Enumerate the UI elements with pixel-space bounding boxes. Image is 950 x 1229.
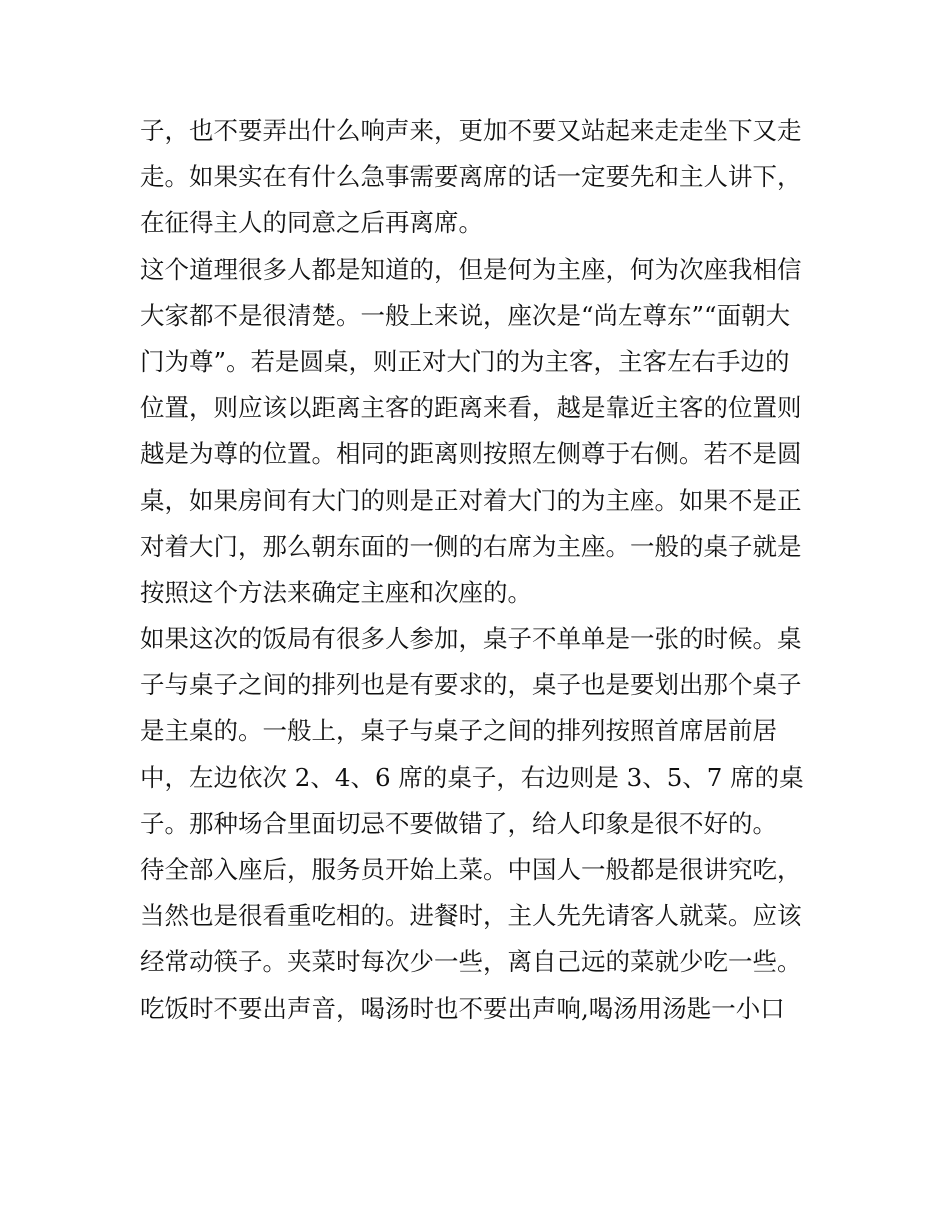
- text-line: 子，也不要弄出什么响声来，更加不要又站起来走走坐下又走: [140, 116, 802, 145]
- text-line: 门为尊”。若是圆桌，则正对大门的为主客，主客左右手边的: [140, 346, 790, 376]
- text-line: 这个道理很多人都是知道的，但是何为主座，何为次座我相信: [140, 254, 802, 284]
- text-line: 中，左边依次 2、4、6 席的桌子，右边则是 3、5、7 席的桌: [140, 762, 804, 792]
- text-line: 子。那种场合里面切忌不要做错了，给人印象是很不好的。: [140, 808, 777, 838]
- text-line: 是主桌的。一般上，桌子与桌子之间的排列按照首席居前居: [140, 716, 777, 746]
- text-line: 桌，如果房间有大门的则是正对着大门的为主座。如果不是正: [140, 485, 802, 515]
- text-line: 待全部入座后，服务员开始上菜。中国人一般都是很讲究吃，: [140, 855, 802, 884]
- text-line: 大家都不是很清楚。一般上来说，座次是“尚左尊东”“面朝大: [140, 300, 791, 330]
- text-line: 按照这个方法来确定主座和次座的。: [140, 577, 532, 607]
- text-line: 子与桌子之间的排列也是有要求的，桌子也是要划出那个桌子: [140, 670, 802, 700]
- body-text: [140, 108, 820, 1032]
- text-line: 对着大门，那么朝东面的一侧的右席为主座。一般的桌子就是: [140, 531, 802, 561]
- text-line: 吃饭时不要出声音，喝汤时也不要出声响,喝汤用汤匙一小口: [140, 993, 785, 1023]
- text-line: 经常动筷子。夹菜时每次少一些，离自己远的菜就少吃一些。: [140, 947, 802, 977]
- text-line: 当然也是很看重吃相的。进餐时，主人先先请客人就菜。应该: [140, 901, 802, 931]
- text-line: 在征得主人的同意之后再离席。: [140, 208, 483, 238]
- text-line: 走。如果实在有什么急事需要离席的话一定要先和主人讲下，: [140, 162, 802, 192]
- text-line: 越是为尊的位置。相同的距离则按照左侧尊于右侧。若不是圆: [140, 439, 802, 469]
- text-line: 如果这次的饭局有很多人参加，桌子不单单是一张的时候。桌: [140, 624, 802, 654]
- text-line: 位置，则应该以距离主客的距离来看，越是靠近主客的位置则: [140, 393, 802, 423]
